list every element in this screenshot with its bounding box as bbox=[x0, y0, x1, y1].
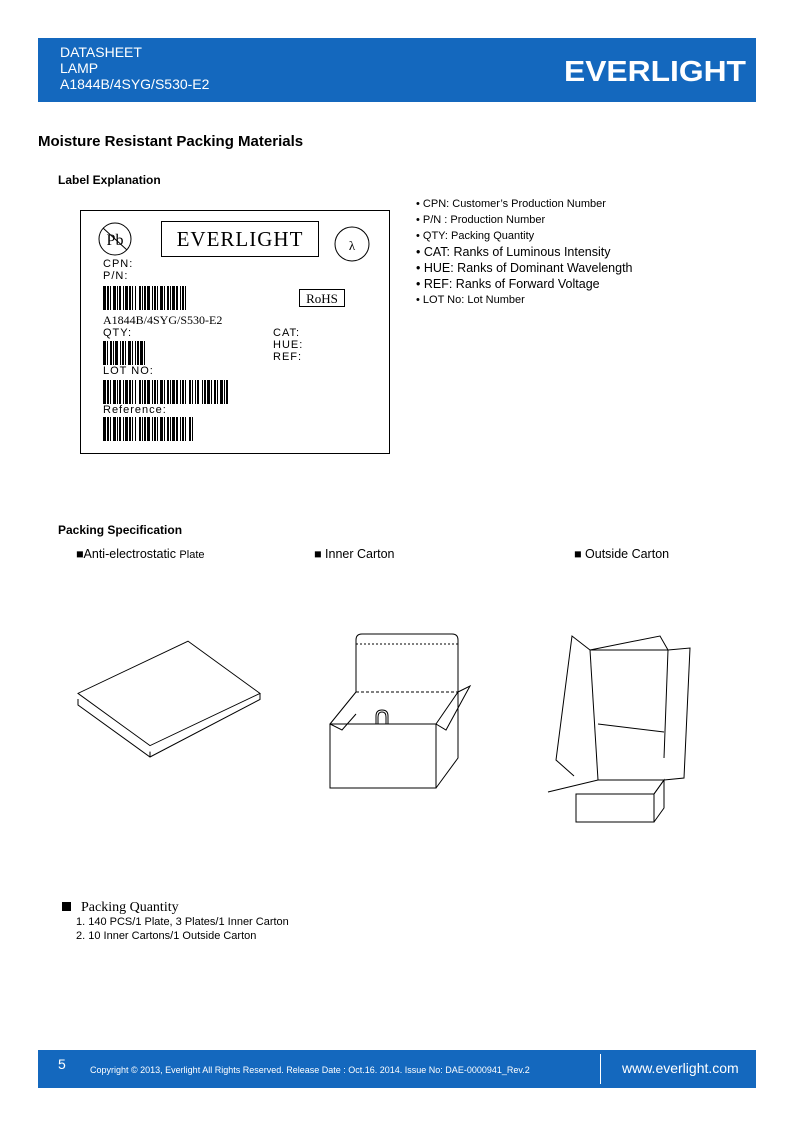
part-number: A1844B/4SYG/S530-E2 bbox=[60, 76, 210, 92]
plate-label bbox=[76, 547, 205, 561]
rohs-box bbox=[299, 289, 345, 307]
brand-box bbox=[161, 221, 319, 257]
logo-text: EVERLIGHT bbox=[564, 56, 747, 86]
page-number: 5 bbox=[58, 1056, 66, 1072]
anti-static-plate-drawing bbox=[70, 640, 270, 760]
brand-text: EVERLIGHT bbox=[176, 227, 304, 251]
square-bullet-icon bbox=[62, 902, 71, 911]
bullet-cat: • CAT: Ranks of Luminous Intensity bbox=[416, 245, 611, 259]
hue-label: HUE: bbox=[273, 339, 304, 351]
reference-barcode bbox=[103, 417, 193, 441]
bullet-cpn: • CPN: Customer’s Production Number bbox=[416, 198, 606, 210]
copyright-text: Copyright © 2013, Everlight All Rights Reserved. Release Date : Oct.16. 2014. Issue No: DAE-0000941_Rev.2 bbox=[90, 1065, 530, 1075]
reference-label: Reference: bbox=[103, 404, 167, 416]
qty-barcode bbox=[103, 341, 151, 365]
page-footer bbox=[38, 1050, 756, 1088]
rohs-text: RoHS bbox=[306, 291, 338, 306]
cpn-label: CPN: bbox=[103, 258, 134, 270]
pb-text: Pb bbox=[106, 232, 124, 249]
label-sample bbox=[80, 210, 390, 454]
ref-label: REF: bbox=[273, 351, 303, 363]
quantity-item-1: 1. 140 PCS/1 Plate, 3 Plates/1 Inner Carton bbox=[76, 916, 289, 928]
doc-type: DATASHEET bbox=[60, 44, 142, 60]
packing-spec-heading: Packing Specification bbox=[58, 523, 183, 537]
lot-label: LOT NO: bbox=[103, 365, 154, 377]
lambda-text: λ bbox=[348, 238, 356, 253]
page-title: Moisture Resistant Packing Materials bbox=[38, 133, 304, 150]
label-field-list bbox=[416, 196, 633, 308]
pb-free-icon bbox=[97, 221, 133, 257]
inner-carton-label: ■ Inner Carton bbox=[314, 547, 395, 561]
pn-barcode bbox=[103, 286, 189, 310]
outside-carton-drawing bbox=[540, 628, 700, 828]
wavelength-icon bbox=[333, 225, 371, 263]
cat-label: CAT: bbox=[273, 327, 301, 339]
lot-barcode bbox=[103, 380, 229, 404]
bullet-lot: • LOT No: Lot Number bbox=[416, 294, 525, 306]
bullet-qty: • QTY: Packing Quantity bbox=[416, 230, 535, 242]
footer-divider bbox=[600, 1054, 601, 1084]
pn-label: P/N: bbox=[103, 270, 129, 282]
bullet-pn: • P/N : Production Number bbox=[416, 214, 546, 226]
website-link[interactable]: www.everlight.com bbox=[622, 1060, 739, 1076]
bullet-ref: • REF: Ranks of Forward Voltage bbox=[416, 277, 600, 291]
packing-quantity-text: Packing Quantity bbox=[81, 900, 179, 915]
packing-quantity-title bbox=[62, 900, 179, 916]
outside-carton-label: ■ Outside Carton bbox=[574, 547, 670, 561]
inner-carton-drawing bbox=[320, 630, 480, 800]
quantity-item-2: 2. 10 Inner Cartons/1 Outside Carton bbox=[76, 930, 257, 942]
label-explanation-heading: Label Explanation bbox=[58, 173, 161, 187]
label-part-number: A1844B/4SYG/S530-E2 bbox=[103, 313, 223, 327]
bullet-hue: • HUE: Ranks of Dominant Wavelength bbox=[416, 261, 633, 275]
plate-label-main: ■Anti-electrostatic bbox=[76, 547, 180, 561]
product-category: LAMP bbox=[60, 60, 99, 76]
page-header bbox=[38, 38, 756, 102]
everlight-logo bbox=[562, 56, 748, 86]
plate-label-suffix: Plate bbox=[179, 549, 205, 561]
qty-label: QTY: bbox=[103, 327, 133, 339]
